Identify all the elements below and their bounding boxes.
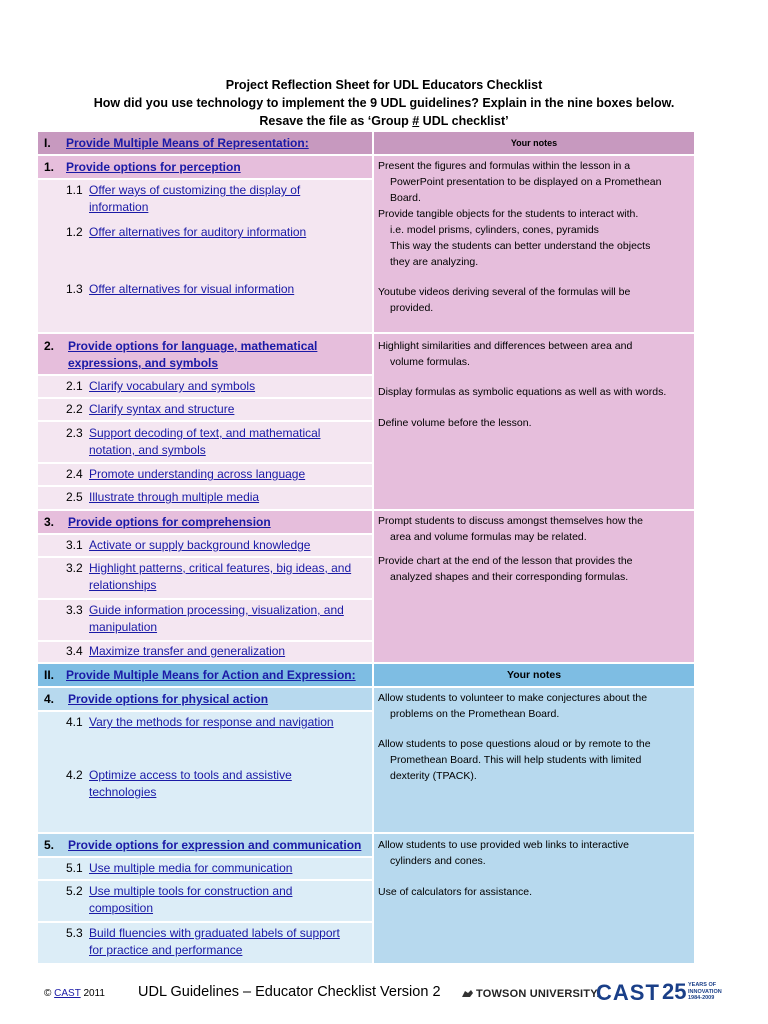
notes-text-2: Highlight similarities and differences between area and volume formulas. Display formulas as symbolic equations as well as with words. Define volume before the lesson. xyxy=(378,340,667,429)
principle-link-language-a[interactable]: Provide options for language, mathematical xyxy=(68,339,318,353)
guideline-row-2-4: 2.4 Promote understanding across language xyxy=(38,464,372,487)
cast-link[interactable]: CAST xyxy=(54,988,81,999)
page-footer xyxy=(0,979,768,1008)
page-subtitle: How did you use technology to implement the 9 UDL guidelines? Explain in the nine boxes below. xyxy=(93,96,675,110)
guideline-link-2-5[interactable]: Illustrate through multiple media xyxy=(89,490,260,504)
copyright-line: © CAST 2011 xyxy=(44,988,105,999)
notes-box-4[interactable] xyxy=(374,688,694,834)
cast-25-years-logo: 25 xyxy=(662,979,687,1004)
principle-row-4: 4. Provide options for physical action xyxy=(38,688,372,712)
guideline-row-3-1: 3.1 Activate or supply background knowledge xyxy=(38,535,372,558)
guideline-link-4-2-a[interactable]: Optimize access to tools and assistive xyxy=(89,768,292,782)
cast-logo: CAST xyxy=(596,980,660,1005)
principle-link-physical-action[interactable]: Provide options for physical action xyxy=(68,692,269,706)
guideline-link-3-3-b[interactable]: manipulation xyxy=(89,620,158,634)
guideline-link-5-2-a[interactable]: Use multiple tools for construction and xyxy=(89,884,293,898)
section-link-representation[interactable]: Provide Multiple Means of Representation: xyxy=(66,136,309,150)
guideline-group-4: 4.1 Vary the methods for response and navigation 4.2 Optimize access to tools and assistive technologies xyxy=(38,712,372,834)
page-header xyxy=(0,76,768,130)
notes-box-5[interactable] xyxy=(374,834,694,965)
notes-text-4: Allow students to volunteer to make conjectures about the problems on the Promethean Board. Allow students to pose questions aloud or by remote to the Promethean Board. This will help students with limited dexterity (TPACK). xyxy=(378,692,651,782)
towson-tiger-icon xyxy=(461,988,474,1000)
principle-link-comprehension[interactable]: Provide options for comprehension xyxy=(68,515,271,529)
section-header-action-expression: II. Provide Multiple Means for Action and Expression: xyxy=(38,664,372,688)
guideline-link-3-3-a[interactable]: Guide information processing, visualization, and xyxy=(89,603,344,617)
guideline-link-5-2-b[interactable]: composition xyxy=(89,901,154,915)
notes-header-1: Your notes xyxy=(374,132,694,156)
guideline-row-3-4: 3.4 Maximize transfer and generalization xyxy=(38,642,372,664)
cast-years-text: YEARS OF INNOVATION 1984-2009 xyxy=(688,982,722,1001)
notes-header-2: Your notes xyxy=(374,664,694,688)
guideline-link-4-1[interactable]: Vary the methods for response and navigation xyxy=(89,715,334,729)
guideline-row-3-3: 3.3 Guide information processing, visualization, and manipulation xyxy=(38,600,372,642)
notes-box-1[interactable] xyxy=(374,156,694,334)
principle-link-expression[interactable]: Provide options for expression and communication xyxy=(68,838,362,852)
principle-row-2: 2. Provide options for language, mathematical expressions, and symbols xyxy=(38,334,372,376)
guideline-link-3-2-a[interactable]: Highlight patterns, critical features, big ideas, and xyxy=(89,561,352,575)
footer-title: UDL Guidelines – Educator Checklist Version 2 xyxy=(138,984,441,1000)
principle-link-perception[interactable]: Provide options for perception xyxy=(66,160,241,174)
section-header-representation: I. Provide Multiple Means of Representation: xyxy=(38,132,372,156)
guideline-link-3-4[interactable]: Maximize transfer and generalization xyxy=(89,644,286,658)
guideline-link-2-3-a[interactable]: Support decoding of text, and mathematical xyxy=(89,426,321,440)
guideline-row-3-2: 3.2 Highlight patterns, critical features, big ideas, and relationships xyxy=(38,558,372,600)
guideline-link-5-3-b[interactable]: for practice and performance xyxy=(89,943,243,957)
guideline-row-2-5: 2.5 Illustrate through multiple media xyxy=(38,487,372,511)
principle-row-5: 5. Provide options for expression and communication xyxy=(38,834,372,858)
guideline-link-1-1[interactable]: Offer ways of customizing the display of information xyxy=(89,183,301,214)
guideline-row-2-2: 2.2 Clarify syntax and structure xyxy=(38,399,372,422)
guideline-link-4-2-b[interactable]: technologies xyxy=(89,785,157,799)
principle-row-1: 1. Provide options for perception xyxy=(38,156,372,180)
notes-text-1: Present the figures and formulas within the lesson in a PowerPoint presentation to be displayed on a Promethean Board. Provide tangible objects for the students to interact with. i.e. model prisms, cylinders, cones, pyramids This way the students can better understand the objects they are analyzing. Youtube videos deriving several of the formulas will be provided. xyxy=(378,160,662,314)
section-link-action-expression[interactable]: Provide Multiple Means for Action and Expression: xyxy=(66,668,356,682)
guideline-link-2-1[interactable]: Clarify vocabulary and symbols xyxy=(89,379,256,393)
guideline-link-2-2[interactable]: Clarify syntax and structure xyxy=(89,402,235,416)
notes-text-3: Prompt students to discuss amongst themselves how the area and volume formulas may be related. Provide chart at the end of the lesson that provides the analyzed shapes and their corresponding formulas. xyxy=(378,515,643,583)
guideline-link-2-4[interactable]: Promote understanding across language xyxy=(89,467,306,481)
guideline-row-5-3: 5.3 Build fluencies with graduated labels of support for practice and performance xyxy=(38,923,372,965)
principle-row-3: 3. Provide options for comprehension xyxy=(38,511,372,535)
guideline-row-2-3: 2.3 Support decoding of text, and mathematical notation, and symbols xyxy=(38,422,372,464)
guideline-link-1-2[interactable]: Offer alternatives for auditory information xyxy=(89,225,307,239)
guideline-link-2-3-b[interactable]: notation, and symbols xyxy=(89,443,206,457)
guideline-link-5-3-a[interactable]: Build fluencies with graduated labels of support xyxy=(89,926,340,940)
towson-logo: TOWSON UNIVERSITY. xyxy=(476,988,600,1000)
guideline-link-3-1[interactable]: Activate or supply background knowledge xyxy=(89,538,311,552)
guideline-link-5-1[interactable]: Use multiple media for communication xyxy=(89,861,293,875)
guideline-link-3-2-b[interactable]: relationships xyxy=(89,578,157,592)
resave-instruction: Resave the file as ‘Group # UDL checklist’ xyxy=(259,114,509,128)
notes-box-3[interactable] xyxy=(374,511,694,664)
guideline-row-5-2: 5.2 Use multiple tools for construction and composition xyxy=(38,881,372,923)
principle-link-language-b[interactable]: expressions, and symbols xyxy=(68,356,219,370)
page-title: Project Reflection Sheet for UDL Educators Checklist xyxy=(225,78,543,92)
guideline-row-5-1: 5.1 Use multiple media for communication xyxy=(38,858,372,881)
notes-box-2[interactable] xyxy=(374,334,694,511)
guideline-group-1: 1.1 Offer ways of customizing the display of information 1.2 Offer alternatives for auditory information 1.3 Offer alternatives for visual information xyxy=(38,180,372,334)
guideline-row-2-1: 2.1 Clarify vocabulary and symbols xyxy=(38,376,372,399)
notes-text-5: Allow students to use provided web links to interactive cylinders and cones. Use of calculators for assistance. xyxy=(378,839,629,898)
guideline-link-1-3[interactable]: Offer alternatives for visual information xyxy=(89,282,295,296)
